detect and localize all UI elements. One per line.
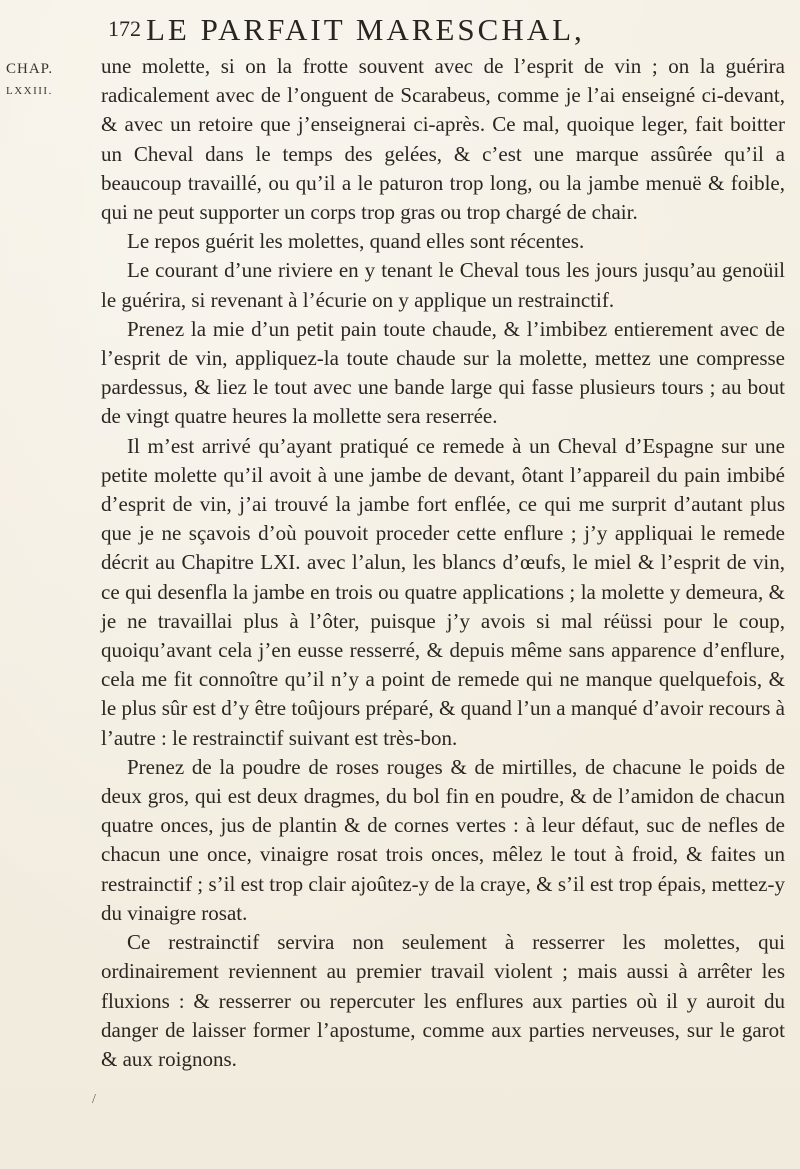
running-title: LE PARFAIT MARESCHAL, bbox=[146, 12, 585, 47]
paragraph-3: Le courant d’une riviere en y tenant le Cheval tous les jours jusqu’au genoüil le guérira, si revenant à l’écurie on y applique un restrainctif. bbox=[101, 258, 785, 312]
page-header bbox=[108, 12, 708, 52]
chapter-margin-note bbox=[6, 58, 58, 102]
page-number: 172 bbox=[108, 16, 141, 41]
paragraph-5: Il m’est arrivé qu’ayant pratiqué ce remede à un Cheval d’Espagne sur une petite molette qu’il avoit à une jambe de devant, ôtant l’appareil du pain imbibé d’esprit de vin, j’ai trouvé la jambe fort enflée, ce qui me surprit d’autant plus que je ne sçavois d’où pouvoit proceder cette enflure ; j’y appliquai le remede décrit au Chapitre LXI. avec l’alun, les blancs d’œufs, le miel & l’esprit de vin, ce qui desenfla la jambe en trois ou quatre applications ; la molette y demeura, & je ne travaillai plus à l’ôter, puisque j’y avois si mal réüssi pour le coup, quoiqu’avant cela j’en eusse resserré, & depuis même sans apparence d’enflure, cela me fit connoître qu’il n’y a point de remede qui ne manque quelquefois, & le plus sûr est d’y être toûjours préparé, & quand l’un a manqué d’avoir recours à l’autre : le restrainctif suivant est très-bon. bbox=[101, 433, 785, 750]
chapter-label: CHAP. bbox=[6, 61, 54, 77]
paragraph-7: Ce restrainctif servira non seulement à resserrer les molettes, qui ordinairement reviennent au premier travail violent ; mais aussi à arrêter les fluxions : & resserrer ou repercuter les enflures aux parties où il y auroit du danger de laisser former l’apostume, comme aux parties nerveuses, sur le garot & aux roignons. bbox=[101, 930, 785, 1071]
paragraph-2: Le repos guérit les molettes, quand elles sont récentes. bbox=[127, 229, 585, 254]
body-text bbox=[101, 52, 785, 1074]
stray-mark: / bbox=[92, 1092, 96, 1107]
paragraph-4: Prenez la mie d’un petit pain toute chaude, & l’imbibez entierement avec de l’esprit de vin, appliquez-la toute chaude sur la molette, mettez une compresse pardessus, & liez le tout avec une bande large qui fasse plusieurs tours ; au bout de vingt quatre heures la mollette sera reserrée. bbox=[101, 316, 785, 429]
paragraph-6: Prenez de la poudre de roses rouges & de mirtilles, de chacune le poids de deux gros, qui est deux dragmes, du bol fin en poudre, & de l’amidon de chacun quatre onces, jus de plantin & de cornes vertes : à leur défaut, suc de nefles de chacun une once, vinaigre rosat trois onces, mêlez le tout à froid, & faites un restrainctif ; s’il est trop clair ajoûtez-y de la craye, & s’il est trop épais, mettez-y du vinaigre rosat. bbox=[101, 754, 785, 925]
paragraph-1: une molette, si on la frotte souvent avec de l’esprit de vin ; on la guérira radicalement avec de l’onguent de Scarabeus, comme je l’ai enseigné ci-devant, & avec un retoire que j’enseignerai ci-après. Ce mal, quoique leger, fait boitter un Cheval dans le temps des gelées, & c’est une marque assûrée qu’il a beaucoup travaillé, ou qu’il a le paturon trop long, ou la jambe menuë & foible, qui ne peut supporter un corps trop gras ou trop chargé de chair. bbox=[101, 54, 785, 225]
chapter-number: LXXIII. bbox=[6, 85, 53, 97]
